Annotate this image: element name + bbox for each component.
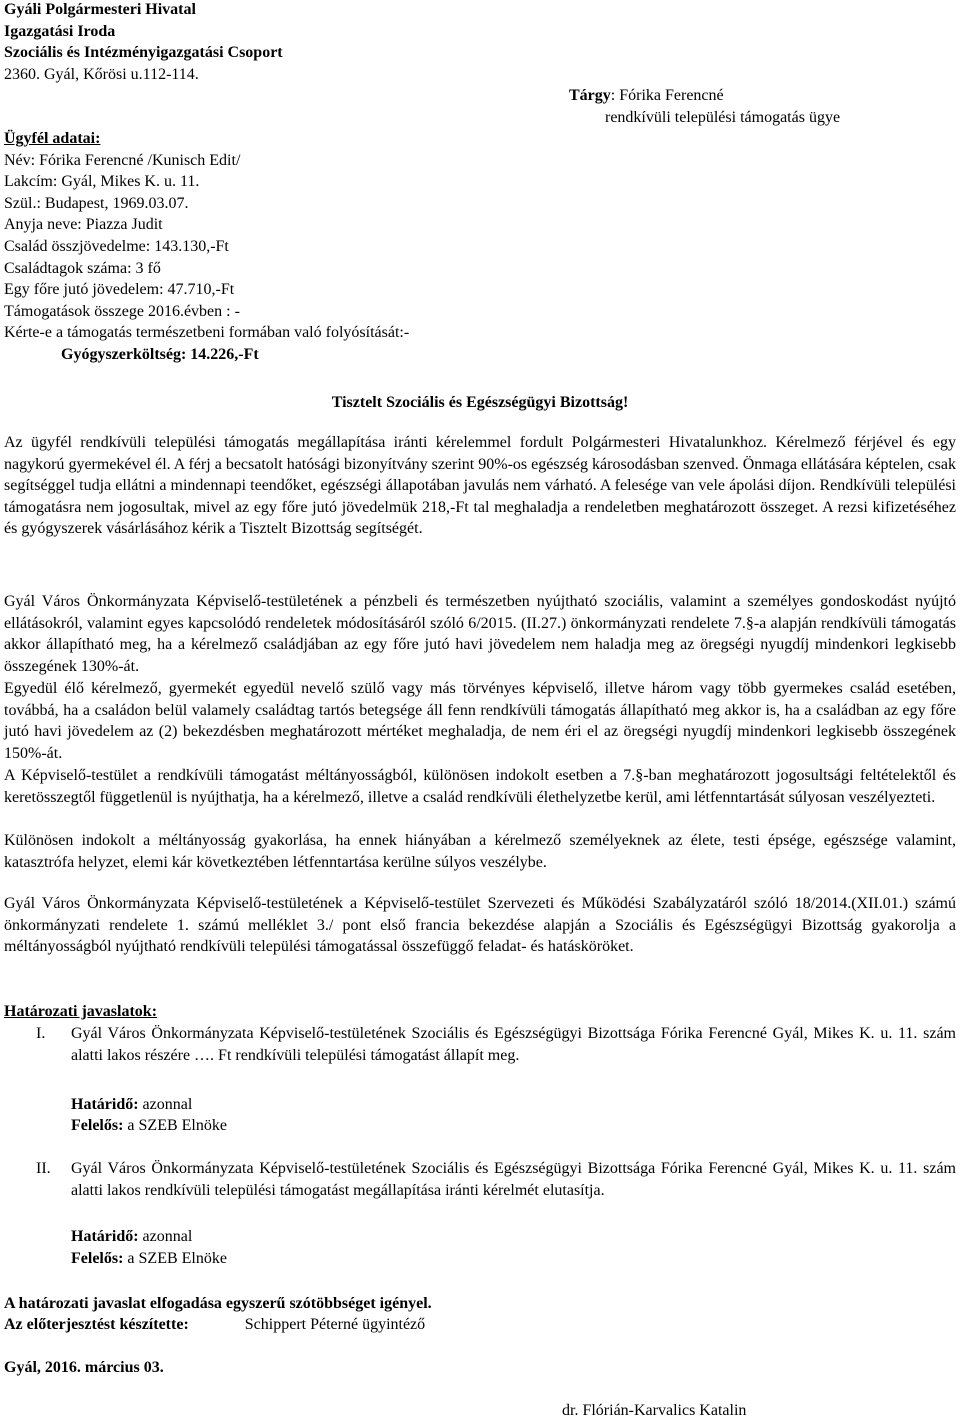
prepared-by xyxy=(4,1314,425,1336)
client-address: Lakcím: Gyál, Mikes K. u. 11. xyxy=(4,173,200,191)
subject-label: Tárgy xyxy=(569,87,611,104)
prepared-value: Schippert Péterné ügyintéző xyxy=(244,1316,426,1333)
resolution-number: I. xyxy=(36,1025,46,1042)
resolution-2-deadline xyxy=(71,1226,192,1248)
client-per-capita: Egy főre jutó jövedelem: 47.710,-Ft xyxy=(4,281,235,299)
paragraph-4: A Képviselő-testület a rendkívüli támogatást méltányosságból, különösen indokolt esetben a 7.§-ban meghatározott jogosultsági feltételektől és keretösszegtől függetlenül is nyújthatja, ha a kérelmező, illetve a család rendkívüli élethelyzetbe kerül, ami létfenntartását súlyosan veszélyezteti. xyxy=(4,767,956,806)
letterhead-office: Gyáli Polgármesteri Hivatal xyxy=(4,1,196,18)
letterhead-group: Szociális és Intézményigazgatási Csoport xyxy=(4,44,283,62)
client-name: Név: Fórika Ferencné /Kunisch Edit/ xyxy=(4,151,241,169)
client-supports: Támogatások összege 2016.évben : - xyxy=(4,302,240,320)
subject-block xyxy=(569,85,840,128)
majority-note: A határozati javaslat elfogadása egyszerű szótöbbséget igényel. xyxy=(4,1295,432,1312)
deadline-value: azonnal xyxy=(138,1228,193,1245)
salutation: Tisztelt Szociális és Egészségügyi Bizottság! xyxy=(331,394,629,411)
responsible-value: a SZEB Elnöke xyxy=(123,1250,227,1267)
letterhead xyxy=(4,0,283,85)
letterhead-department: Igazgatási Iroda xyxy=(4,22,116,40)
signature-name: dr. Flórián-Karvalics Katalin xyxy=(562,1402,747,1419)
paragraph-3: Egyedül élő kérelmező, gyermekét egyedül nevelő szülő vagy más törvényes képviselő, illetve három vagy több gyermekes család esetében, továbbá, ha a családon belül valamely családtag tartós betegsége áll fenn rendkívüli támogatás állapítható meg akkor is, ha a családban az egy főre jutó havi jövedelem az (2) bekezdésben meghatározott mértéket meghaladja, de nem éri el az öregségi nyugdíj mindenkori legkisebb összegének 150%-át. xyxy=(4,680,956,762)
client-in-kind: Kérte-e a támogatás természetbeni formában való folyósítását:- xyxy=(4,324,410,342)
paragraph-5: Különösen indokolt a méltányosság gyakorlása, ha ennek hiányában a kérelmező személyeknek az élete, testi épsége, egészsége valamint, katasztrófa helyzet, elemi kár következtében létfenntartása kerülne súlyos veszélybe. xyxy=(4,832,956,871)
client-heading: Ügyfél adatai: xyxy=(4,130,101,147)
deadline-label: Határidő: xyxy=(71,1096,139,1113)
paragraph-6: Gyál Város Önkormányzata Képviselő-testületének a Képviselő-testület Szervezeti és Működési Szabályzatáról szóló 18/2014.(XII.01.) számú önkormányzati rendelete 1. számú melléklet 3./ pont első francia bekezdése alapján a Szociális és Egészségügyi Bizottság gyakorolja a méltányosságból nyújtható rendkívüli települési támogatással összefüggő feladat- és hatásköröket. xyxy=(4,895,956,956)
client-mother: Anyja neve: Piazza Judit xyxy=(4,216,163,234)
paragraph-2: Gyál Város Önkormányzata Képviselő-testületének a pénzbeli és természetben nyújtható szociális, valamint a személyes gondoskodást nyújtó ellátásokról, valamint egyes kapcsolódó rendeletek módosításáról szóló 6/2015. (II.27.) önkormányzati rendelete 7.§-a alapján rendkívüli támogatás akkor állapítható meg, ha a kérelmező családjában az egy főre jutó havi jövedelem nem haladja meg az öregségi nyugdíj mindenkori legkisebb összegének 130%-át. xyxy=(4,593,956,675)
client-family-income: Család összjövedelme: 143.130,-Ft xyxy=(4,237,229,255)
responsible-label: Felelős: xyxy=(71,1117,124,1134)
client-birth: Szül.: Budapest, 1969.03.07. xyxy=(4,194,189,212)
document-date: Gyál, 2016. március 03. xyxy=(4,1359,164,1376)
resolution-2-responsible xyxy=(71,1248,227,1270)
resolution-1-responsible xyxy=(71,1115,227,1137)
client-data xyxy=(4,128,409,366)
resolution-text: Gyál Város Önkormányzata Képviselő-testületének Szociális és Egészségügyi Bizottsága Fórika Ferencné Gyál, Mikes K. u. 11. szám alatti lakos rendkívüli települési támogatást megállapítása iránti kérelmét elutasítja. xyxy=(71,1160,956,1199)
responsible-label: Felelős: xyxy=(71,1250,124,1267)
client-members: Családtagok száma: 3 fő xyxy=(4,259,161,277)
deadline-label: Határidő: xyxy=(71,1228,139,1245)
paragraph-1: Az ügyfél rendkívüli települési támogatás megállapítása iránti kérelemmel fordult Polgármesteri Hivatalunkhoz. Kérelmező férjével és egy nagykorú gyermekével él. A férj a becsatolt hatósági bizonyítvány szerint 90%-os egészség károsodásban szenved. Önmaga ellátására képtelen, csak segítséggel tudja ellátni a mindennapi teendőket, egészségi állapotában javulás nem várható. A felesége van vele ápolási díjon. Rendkívüli települési támogatásra nem jogosultak, mivel az egy főre jutó jövedelmük 218,-Ft tal meghaladja a rendeletben meghatározott összeget. A rezsi kifizetéséhez és gyógyszerek vásárlásához kérik a Tisztelt Bizottság segítségét. xyxy=(4,434,956,538)
client-medicine: Gyógyszerköltség: 14.226,-Ft xyxy=(61,345,259,363)
resolution-1-deadline xyxy=(71,1094,192,1116)
letterhead-address: 2360. Gyál, Kőrösi u.112-114. xyxy=(4,65,199,83)
prepared-label: Az előterjesztést készítette: xyxy=(4,1316,189,1333)
resolution-number: II. xyxy=(36,1160,51,1177)
resolution-text: Gyál Város Önkormányzata Képviselő-testületének Szociális és Egészségügyi Bizottsága Fórika Ferencné Gyál, Mikes K. u. 11. szám alatti lakos részére …. Ft rendkívüli települési támogatást állapít meg. xyxy=(71,1025,956,1064)
resolutions-heading: Határozati javaslatok: xyxy=(4,1003,158,1020)
deadline-value: azonnal xyxy=(138,1096,193,1113)
subject-value: : Fórika Ferencné xyxy=(610,87,724,104)
subject-line2: rendkívüli települési támogatás ügye xyxy=(605,108,841,126)
responsible-value: a SZEB Elnöke xyxy=(123,1117,227,1134)
